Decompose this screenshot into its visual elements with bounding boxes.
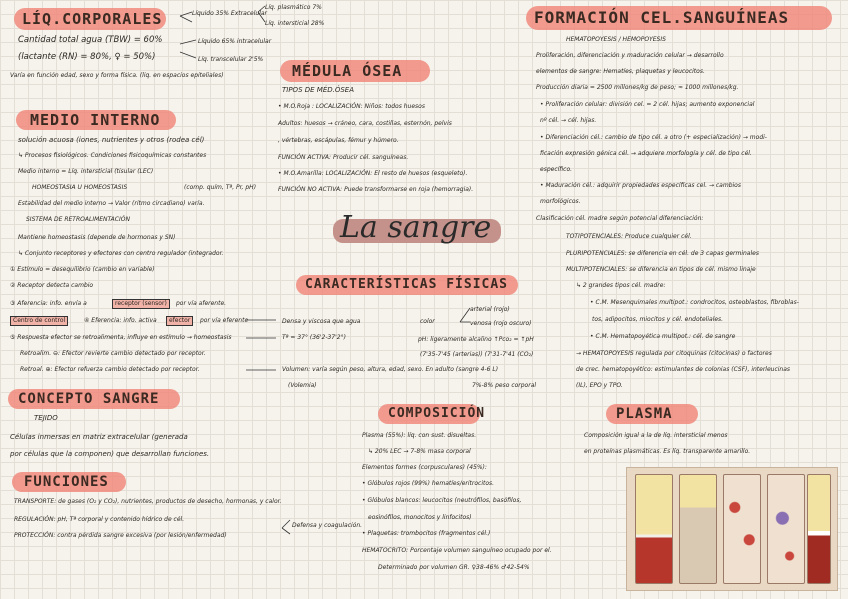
funciones-l2: REGULACIÓN: pH, Tª corporal y contenido hídrico de cél. bbox=[14, 516, 185, 523]
car-volemia: (Volemia) bbox=[288, 382, 317, 389]
medula-heading: MÉDULA ÓSEA bbox=[292, 62, 403, 80]
comp-l0: Plasma (55%): líq. con sust. disueltas. bbox=[362, 432, 477, 439]
mi-comp: (comp. quím, Tª, Pr, pH) bbox=[184, 184, 257, 191]
plasma-l2: en proteínas plasmáticas. Es líq. transparente amarillo. bbox=[584, 448, 751, 455]
form-l17: • C.M. Hematopoyética multipot.: cél. de sangre bbox=[590, 333, 736, 340]
mi-line-15: Retroalim. ⊖: Efector revierte cambio detectado por receptor. bbox=[20, 350, 206, 357]
car-color: color bbox=[420, 318, 435, 325]
car-venosa: venosa (rojo oscuro) bbox=[470, 320, 532, 327]
medula-l1: Adultos: huesos → cráneo, cara, costillas, esternón, pelvis bbox=[278, 120, 452, 127]
tube-5 bbox=[807, 474, 831, 584]
liq-intra65: Líquido 65% intracelular bbox=[198, 38, 272, 45]
form-l11: TOTIPOTENCIALES: Produce cualquier cél. bbox=[566, 233, 692, 240]
mi-line-16: Retroal. ⊕: Efector refuerza cambio detectado por receptor. bbox=[20, 366, 200, 373]
formacion-sub: HEMATOPOYESIS / HEMOPOYESIS bbox=[566, 36, 666, 43]
form-l10: Clasificación cél. madre según potencial diferenciación: bbox=[536, 215, 704, 222]
mi-line-8: ① Estímulo = desequilibrio (cambio en variable) bbox=[10, 266, 155, 273]
comp-l8: Determinado por volumen GR. ♀38-46% ♂42-54% bbox=[378, 564, 530, 571]
liq-plasmatico: Líq. plasmático 7% bbox=[265, 4, 322, 11]
mi-line-1: ↳ Procesos fisiológicos. Condiciones fisicoquímicas constantes bbox=[18, 152, 207, 159]
liq-intersticial: Líq. intersticial 28% bbox=[265, 20, 325, 27]
mi-line-13: por vía eferente bbox=[200, 317, 249, 324]
mi-line-11: por vía aferente. bbox=[176, 300, 227, 307]
form-l12: PLURIPOTENCIALES: se diferencia en cél. de 3 capas germinales bbox=[566, 250, 759, 257]
form-l15: • C.M. Mesenquimales multipot.: condrocitos, osteoblastos, fibroblas- bbox=[590, 299, 799, 306]
tube-1 bbox=[635, 474, 673, 584]
plasma-l1: Composición igual a la de líq. intersticial menos bbox=[584, 432, 728, 439]
mi-line-6: Mantiene homeostasis (depende de hormonas y SN) bbox=[18, 234, 176, 241]
blood-composition-illustration bbox=[626, 467, 838, 591]
form-l14: ↳ 2 grandes tipos cél. madre: bbox=[576, 282, 666, 289]
mi-line-5: SISTEMA DE RETROALIMENTACIÓN bbox=[26, 216, 130, 223]
car-ph: pH: ligeramente alcalino ↑Pco₂ = ↑pH bbox=[418, 336, 534, 343]
receptor-box: receptor (sensor) bbox=[112, 299, 170, 309]
caracteristicas-heading: CARACTERÍSTICAS FÍSICAS bbox=[305, 277, 509, 292]
medula-l5: FUNCIÓN NO ACTIVA: Puede transformarse en roja (hemorragia). bbox=[278, 186, 474, 193]
mi-line-10: ③ Aferencia: info. envía a bbox=[10, 300, 87, 307]
liq-l1: Cantidad total agua (TBW) = 60% bbox=[18, 35, 163, 45]
car-l1: Densa y viscosa que agua bbox=[282, 318, 361, 325]
medula-l3: FUNCIÓN ACTIVA: Producir cél. sanguíneas. bbox=[278, 154, 409, 161]
mi-line-0: solución acuosa (iones, nutrientes y otros (rodea cél) bbox=[18, 136, 205, 144]
composicion-heading: COMPOSICIÓN bbox=[388, 406, 486, 421]
car-pc: 7%-8% peso corporal bbox=[472, 382, 537, 389]
mi-line-14: ⑤ Respuesta efector se retroalimenta, influye en estímulo → homeostasis bbox=[10, 334, 232, 341]
form-l1: elementos de sangre: Hematíes, plaquetas y leucocitos. bbox=[536, 68, 705, 75]
medula-l2: , vértebras, escápulas, fémur y húmero. bbox=[278, 137, 399, 144]
liq-l3: Varía en función edad, sexo y forma física. (liq. en espacios epiteliales) bbox=[10, 72, 224, 79]
form-l8: • Maduración cél.: adquirir propiedades específicas cel. → cambios bbox=[540, 182, 741, 189]
comp-l7: HEMATOCRITO: Porcentaje volumen sanguíneo ocupado por el. bbox=[362, 547, 552, 554]
comp-l3: • Glóbulos rojos (99%) hematíes/eritrocitos. bbox=[362, 480, 495, 487]
mi-line-4: Estabilidad del medio interno → Valor (ritmo circadiano) varía. bbox=[18, 200, 205, 207]
mi-line-7: ↳ Conjunto receptores y efectores con centro regulador (integrador. bbox=[18, 250, 224, 257]
form-l0: Proliferación, diferenciación y maduración celular → desarrollo bbox=[536, 52, 724, 59]
concepto-tejido: TEJIDO bbox=[34, 414, 58, 422]
comp-l1: ↳ 20% LEC → 7-8% masa corporal bbox=[368, 448, 471, 455]
form-l3: • Proliferación celular: división cel. = 2 cél. hijas; aumento exponencial bbox=[540, 101, 755, 108]
form-l5: • Diferenciación cél.: cambio de tipo cél. a otro (+ especialización) → modi- bbox=[540, 134, 767, 141]
tube-2 bbox=[679, 474, 717, 584]
mi-line-2: Medio interno = Líq. intersticial (tisular (LEC) bbox=[18, 168, 154, 175]
form-l7: específico. bbox=[540, 166, 573, 173]
concepto-l1: Células inmersas en matriz extracelular (generada bbox=[10, 433, 188, 441]
funciones-heading: FUNCIONES bbox=[24, 474, 109, 490]
medula-l0: • M.O.Roja : LOCALIZACIÓN: Niños: todos huesos bbox=[278, 103, 425, 110]
centro-box: Centro de control bbox=[10, 316, 68, 326]
form-l9: morfológicos. bbox=[540, 198, 581, 205]
medio-interno-heading: MEDIO INTERNO bbox=[30, 111, 161, 129]
funciones-l3: PROTECCIÓN: contra pérdida sangre excesiva (por lesión/enfermedad) bbox=[14, 532, 227, 539]
medula-sub: TIPOS DE MÉD.ÓSEA bbox=[282, 86, 355, 94]
liq-l2: (lactante (RN) = 80%, ♀ = 50%) bbox=[18, 52, 156, 62]
formacion-heading: FORMACIÓN CEL.SANGUÍNEAS bbox=[534, 8, 790, 27]
liq-corporales-heading: LÍQ.CORPORALES bbox=[22, 10, 163, 28]
mi-line-12: ④ Eferencia: info. activa bbox=[84, 317, 157, 324]
plasma-heading: PLASMA bbox=[616, 406, 673, 422]
concepto-heading: CONCEPTO SANGRE bbox=[18, 391, 160, 407]
form-l2: Producción diaria = 2500 millones/kg de peso; ≈ 1000 millones/kg. bbox=[536, 84, 739, 91]
form-l13: MULTIPOTENCIALES: se diferencia en tipos de cél. mismo linaje bbox=[566, 266, 756, 273]
form-l19: de crec. hematopoyético: estimulantes de colonias (CSF), interleucinas bbox=[576, 366, 791, 373]
form-l18: → HEMATOPOYESIS regulada por citoquinas (citocinas) o factores bbox=[576, 350, 772, 357]
mi-line-9: ② Receptor detecta cambio bbox=[10, 282, 94, 289]
tube-4 bbox=[767, 474, 805, 584]
form-l4: nº cél. → cél. hijas. bbox=[540, 117, 597, 124]
form-l20: (IL), EPO y TPO. bbox=[576, 382, 623, 389]
liq-transcelular: Líq. transcelular 2'5% bbox=[198, 56, 264, 63]
concepto-l2: por células que la componen) que desarrollan funciones. bbox=[10, 450, 210, 458]
page-title: La sangre bbox=[340, 210, 492, 245]
form-l16: tos, adipocitos, miocitos y cél. endoteliales. bbox=[592, 316, 724, 323]
tube-3 bbox=[723, 474, 761, 584]
funciones-l4: Defensa y coagulación. bbox=[292, 522, 363, 529]
form-l6: ficación expresión génica cél. → adquiere morfología y cél. de tipo cél. bbox=[540, 150, 752, 157]
comp-l6: • Plaquetas: trombocitos (fragmentos cél.) bbox=[362, 530, 491, 537]
mi-line-3: HOMEOSTASIA U HOMEOSTASIS bbox=[32, 184, 128, 191]
car-arterial: arterial (rojo) bbox=[470, 306, 510, 313]
comp-l4: • Glóbulos blancos: leucocitos (neutrófilos, basófilos, bbox=[362, 497, 522, 504]
medula-l4: • M.O.Amarilla: LOCALIZACIÓN: El resto de huesos (esqueleto). bbox=[278, 170, 468, 177]
liq-intracelular: Líquido 35% Extracelular bbox=[192, 10, 268, 17]
comp-l5: eosinófilos, monocitos y linfocitos) bbox=[368, 514, 472, 521]
car-l2: Tª = 37° (36'2-37'2°) bbox=[282, 334, 346, 341]
comp-l2: Elementos formes (corpusculares) (45%): bbox=[362, 464, 487, 471]
car-ph2: (7'35-7'45 (arterias)) (7'31-7'41 (CO₂) bbox=[420, 351, 534, 358]
car-volumen: Volumen: varía según peso, altura, edad, sexo. En adulto (sangre 4-6 L) bbox=[282, 366, 499, 373]
funciones-l1: TRANSPORTE: de gases (O₂ y CO₂), nutrientes, productos de desecho, hormonas, y calor. bbox=[14, 498, 282, 505]
efector-box: efector bbox=[166, 316, 193, 326]
